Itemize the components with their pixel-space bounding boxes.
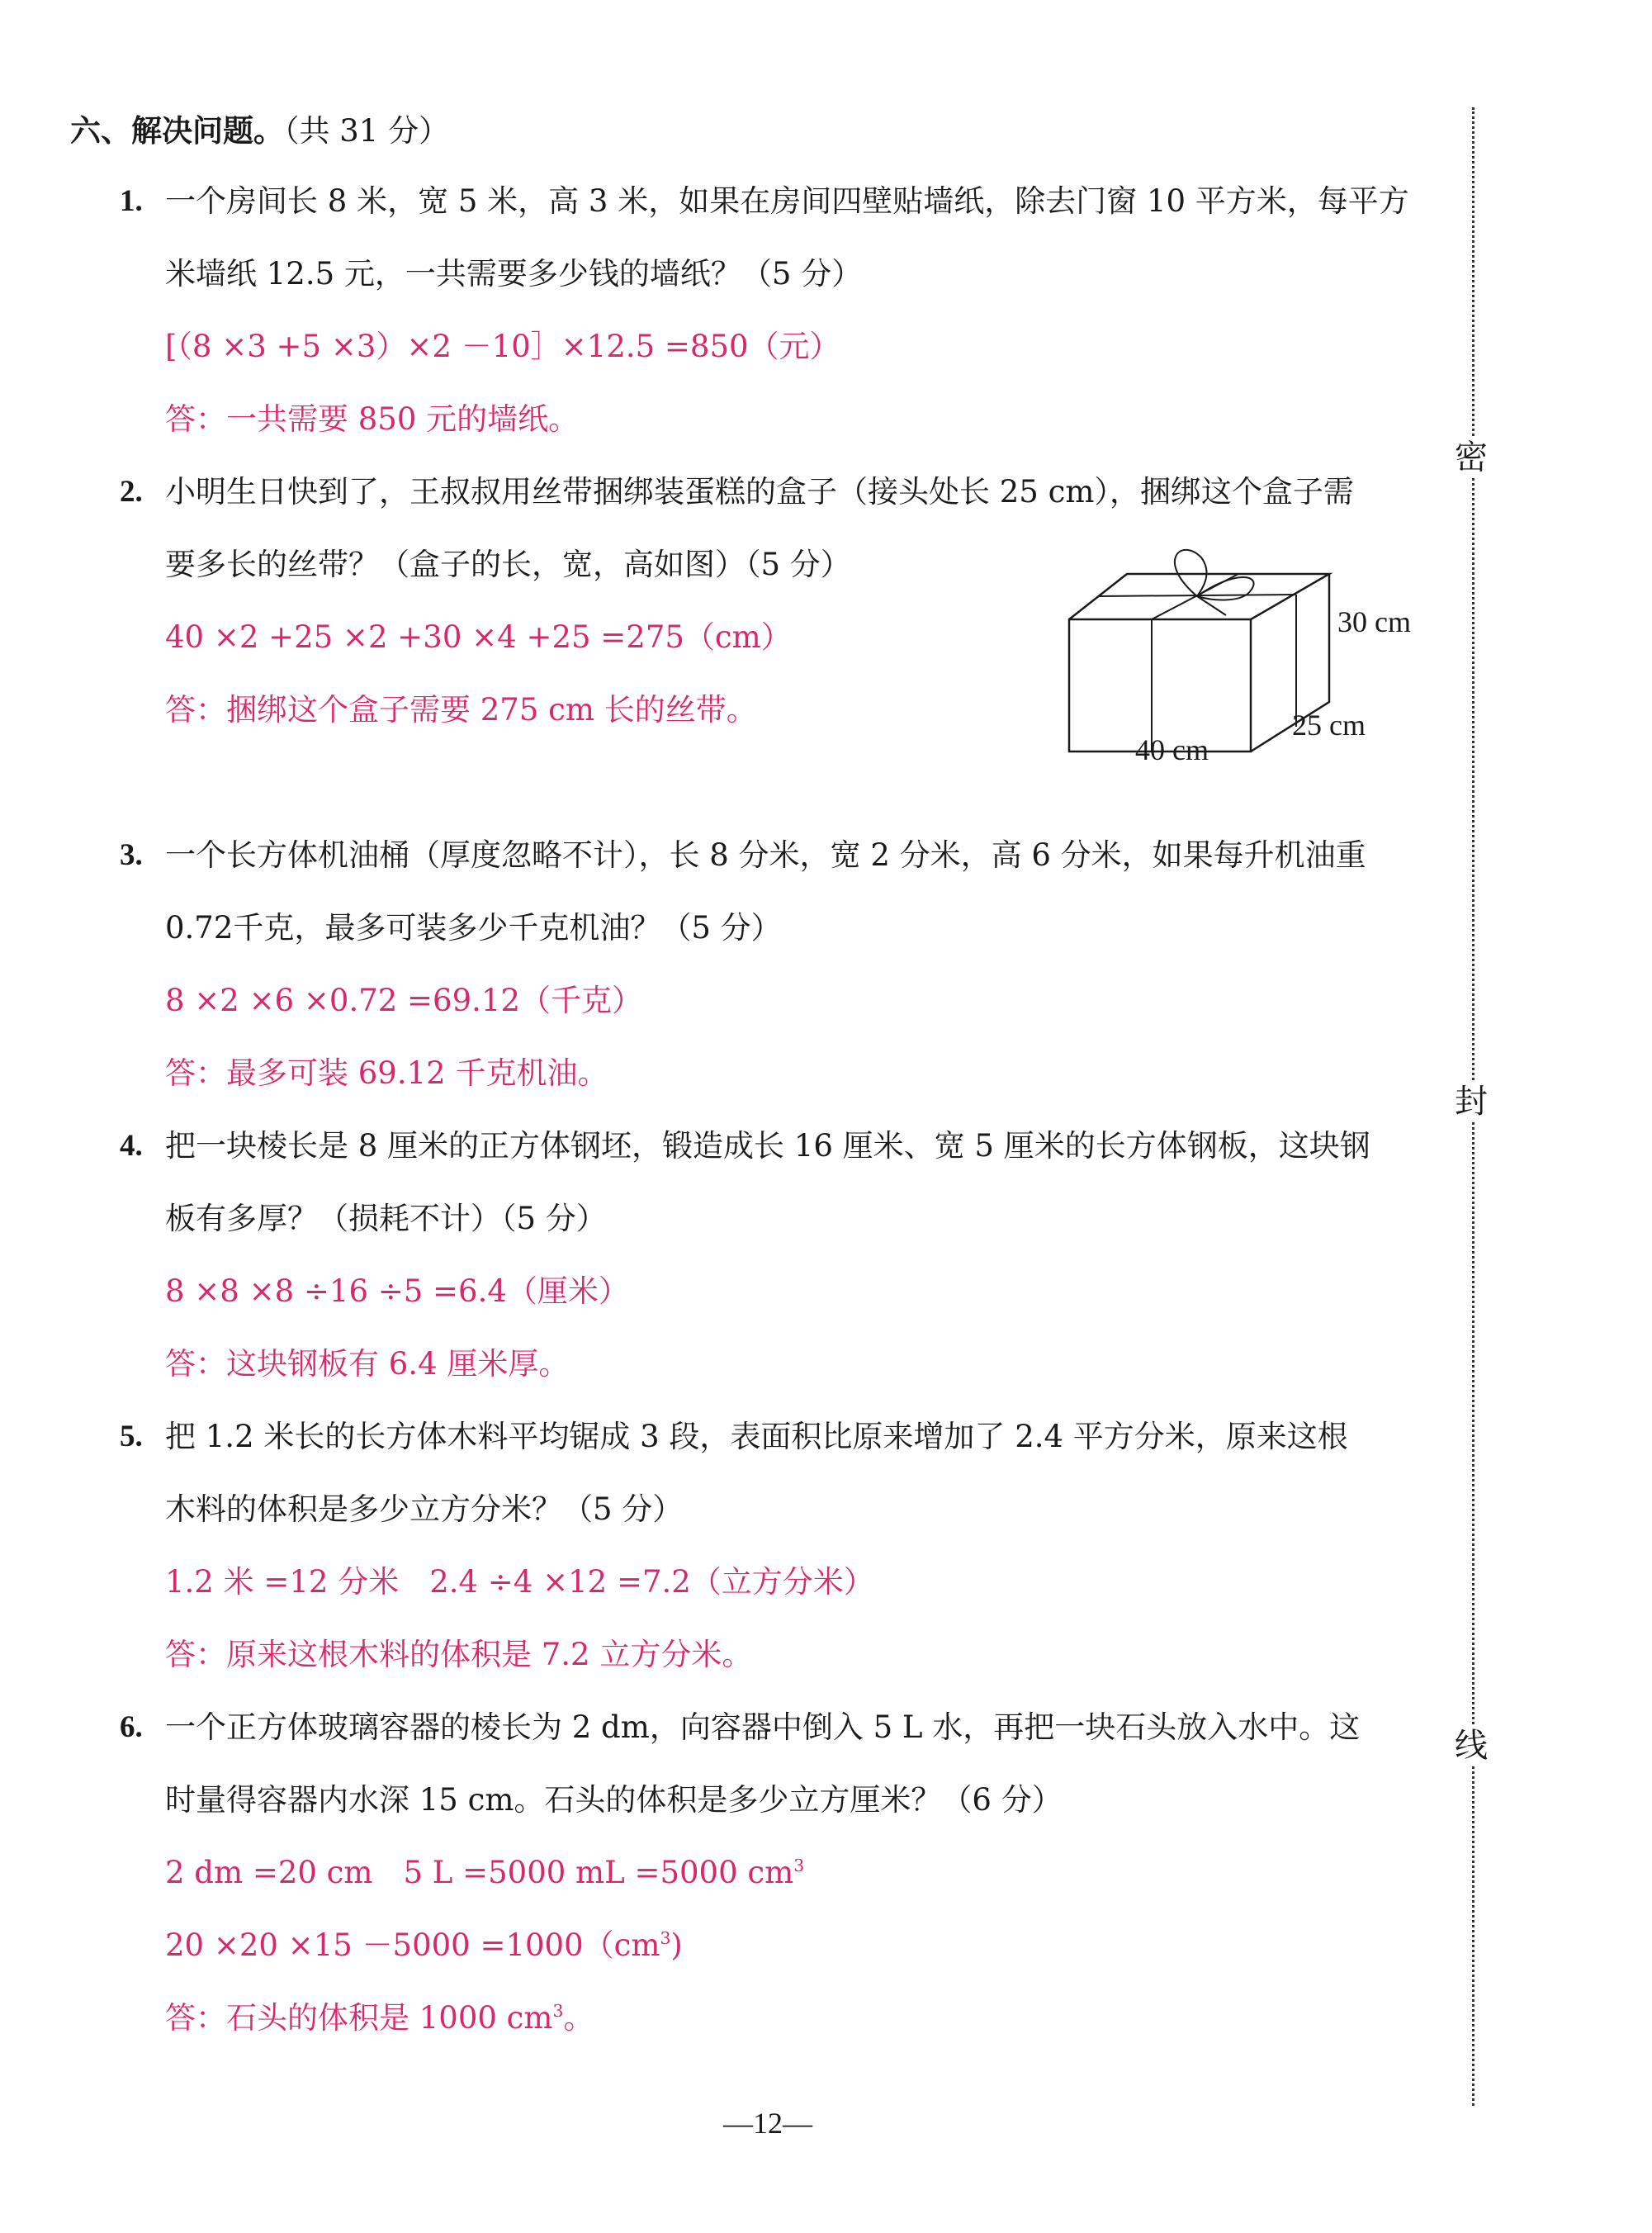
- answer-sentence: 答：这块钢板有 6.4 厘米厚。: [165, 1346, 570, 1382]
- problem-text: 一个正方体玻璃容器的棱长为 2 dm，向容器中倒入 5 L 水，再把一块石头放入水中。这: [165, 1709, 1361, 1745]
- problem-text: 要多长的丝带？（盒子的长，宽，高如图）（5 分）: [165, 547, 851, 582]
- problem-text: 把 1.2 米长的长方体木料平均锯成 3 段，表面积比原来增加了 2.4 平方分米，原来这根: [165, 1419, 1348, 1454]
- section-title: 六、解决问题。（共 31 分）: [70, 113, 450, 149]
- answer-formula: 40 ×2 +25 ×2 +30 ×4 +25 =275（cm）: [165, 619, 792, 655]
- problem-number: 3.: [120, 838, 143, 872]
- problem-number: 2.: [120, 475, 143, 509]
- gift-box-figure: [1057, 537, 1437, 776]
- problem-text: 一个房间长 8 米，宽 5 米，高 3 米，如果在房间四壁贴墙纸，除去门窗 10 平方米，每平方: [165, 183, 1409, 219]
- box-front-face: [1069, 619, 1251, 751]
- answer-formula: [（8 ×3 +5 ×3）×2 －10］×12.5 =850（元）: [165, 329, 840, 364]
- answer-sentence: 答：捆绑这个盒子需要 275 cm 长的丝带。: [165, 692, 757, 728]
- problem-number: 1.: [120, 184, 143, 218]
- binding-char-mi: 密: [1455, 439, 1488, 476]
- problem-number: 5.: [120, 1420, 143, 1453]
- answer-sentence: 答：原来这根木料的体积是 7.2 立方分米。: [165, 1637, 753, 1672]
- width-label: 25 cm: [1292, 709, 1366, 742]
- answer-formula: $20 \times 20 \times 15 -5000 =1000(cm^3)$: [165, 1927, 683, 1963]
- page-number: —12—: [723, 2107, 812, 2140]
- cube-exponent: 3: [793, 1855, 805, 1875]
- cube-exponent: 3: [552, 2000, 564, 2021]
- cube-exponent: 3: [660, 1927, 671, 1948]
- answer-formula: 8 ×8 ×8 ÷16 ÷5 =6.4（厘米）: [165, 1273, 629, 1309]
- answer-sentence: 答：最多可装 69.12 千克机油。: [165, 1055, 608, 1091]
- problem-text: 时量得容器内水深 15 cm。石头的体积是多少立方厘米？（6 分）: [165, 1782, 1063, 1818]
- answer-formula: 1.2 米 =12 分米 2.4 ÷4 ×12 =7.2（立方分米）: [165, 1564, 874, 1600]
- problem-text: 米墙纸 12.5 元，一共需要多少钱的墙纸？（5 分）: [165, 256, 863, 292]
- binding-char-feng: 封: [1455, 1083, 1488, 1121]
- problem-number: 4.: [120, 1129, 143, 1163]
- answer-formula: 8 ×2 ×6 ×0.72 =69.12（千克）: [165, 983, 642, 1018]
- problem-text: 0.72千克，最多可装多少千克机油？（5 分）: [165, 910, 782, 946]
- section-points: （共 31 分）: [284, 113, 450, 149]
- problem-number: 6.: [120, 1710, 143, 1744]
- problem-text: 把一块棱长是 8 厘米的正方体钢坯，锻造成长 16 厘米、宽 5 厘米的长方体钢板，这块钢: [165, 1128, 1370, 1164]
- binding-char-xian: 线: [1455, 1727, 1488, 1765]
- length-label: 40 cm: [1135, 733, 1209, 766]
- problem-text: 小明生日快到了，王叔叔用丝带捆绑装蛋糕的盒子（接头处长 25 cm），捆绑这个盒子需: [165, 474, 1354, 510]
- height-label: 30 cm: [1337, 605, 1411, 638]
- problem-text: 板有多厚？（损耗不计）（5 分）: [165, 1201, 607, 1236]
- problem-text: 一个长方体机油桶（厚度忽略不计），长 8 分米，宽 2 分米，高 6 分米，如果每升机油重: [165, 837, 1366, 873]
- answer-sentence: 答：石头的体积是 1000 $cm^3$。: [165, 2000, 594, 2036]
- answer-sentence: 答：一共需要 850 元的墙纸。: [165, 401, 580, 437]
- answer-formula: 2 dm =20 cm 5 L =5000 mL =5000 $cm^3$: [165, 1855, 805, 1890]
- problem-text: 木料的体积是多少立方分米？（5 分）: [165, 1491, 684, 1527]
